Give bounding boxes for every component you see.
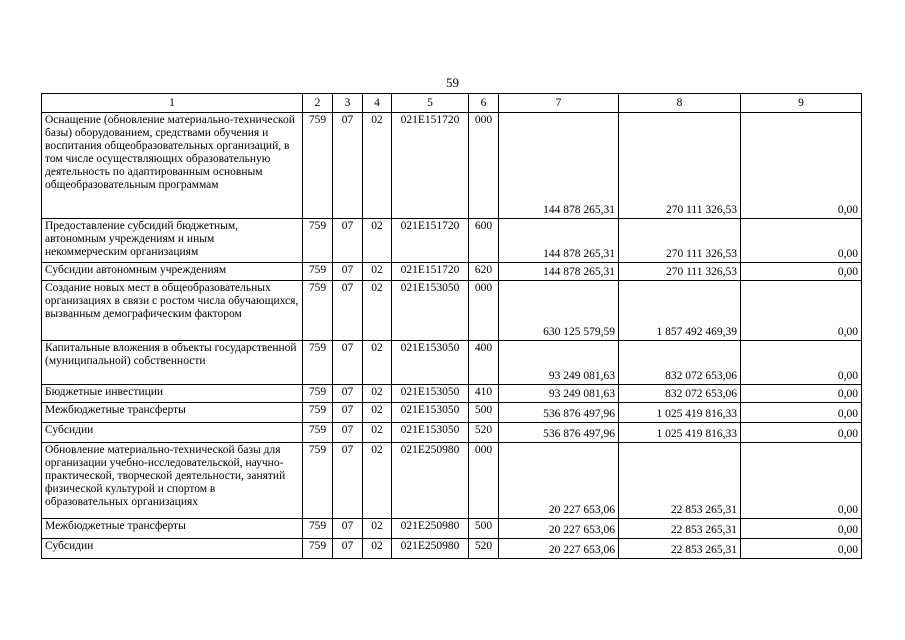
row-amount-9: 0,00 bbox=[741, 219, 862, 263]
row-amount-8: 832 072 653,06 bbox=[619, 385, 741, 403]
col-header-9: 9 bbox=[741, 94, 862, 113]
row-target-code: 021Е153050 bbox=[392, 385, 469, 403]
row-target-code: 021Е151720 bbox=[392, 263, 469, 281]
row-name: Субсидии bbox=[42, 539, 303, 559]
row-subsection: 02 bbox=[363, 423, 392, 443]
row-subsection: 02 bbox=[363, 219, 392, 263]
row-subsection: 02 bbox=[363, 519, 392, 539]
col-header-1: 1 bbox=[42, 94, 303, 113]
row-amount-8: 270 111 326,53 bbox=[619, 113, 741, 219]
row-amount-8: 22 853 265,31 bbox=[619, 519, 741, 539]
row-amount-8: 1 857 492 469,39 bbox=[619, 281, 741, 341]
row-target-code: 021Е250980 bbox=[392, 539, 469, 559]
row-target-code: 021Е153050 bbox=[392, 281, 469, 341]
row-subsection: 02 bbox=[363, 341, 392, 385]
row-section: 07 bbox=[333, 219, 363, 263]
row-section: 07 bbox=[333, 263, 363, 281]
row-amount-9: 0,00 bbox=[741, 113, 862, 219]
row-amount-7: 536 876 497,96 bbox=[499, 423, 619, 443]
row-ministry: 759 bbox=[303, 539, 333, 559]
row-amount-8: 270 111 326,53 bbox=[619, 219, 741, 263]
row-amount-7: 93 249 081,63 bbox=[499, 341, 619, 385]
row-subsection: 02 bbox=[363, 539, 392, 559]
row-expense-type: 520 bbox=[469, 539, 499, 559]
row-subsection: 02 bbox=[363, 385, 392, 403]
row-name: Межбюджетные трансферты bbox=[42, 403, 303, 423]
row-subsection: 02 bbox=[363, 113, 392, 219]
row-name: Создание новых мест в общеобразовательных организациях в связи с ростом числа обучающихся, вызванным демографическим фактором bbox=[42, 281, 303, 341]
col-header-6: 6 bbox=[469, 94, 499, 113]
row-ministry: 759 bbox=[303, 385, 333, 403]
row-amount-7: 144 878 265,31 bbox=[499, 113, 619, 219]
table-row bbox=[42, 219, 862, 263]
row-amount-8: 1 025 419 816,33 bbox=[619, 423, 741, 443]
row-ministry: 759 bbox=[303, 443, 333, 519]
row-amount-9: 0,00 bbox=[741, 423, 862, 443]
row-amount-9: 0,00 bbox=[741, 341, 862, 385]
row-ministry: 759 bbox=[303, 341, 333, 385]
table-row bbox=[42, 113, 862, 219]
row-section: 07 bbox=[333, 281, 363, 341]
row-name: Субсидии bbox=[42, 423, 303, 443]
row-amount-9: 0,00 bbox=[741, 385, 862, 403]
row-amount-7: 93 249 081,63 bbox=[499, 385, 619, 403]
row-expense-type: 400 bbox=[469, 341, 499, 385]
table-row bbox=[42, 519, 862, 539]
row-target-code: 021Е151720 bbox=[392, 113, 469, 219]
row-subsection: 02 bbox=[363, 443, 392, 519]
row-ministry: 759 bbox=[303, 219, 333, 263]
row-ministry: 759 bbox=[303, 519, 333, 539]
row-amount-8: 22 853 265,31 bbox=[619, 443, 741, 519]
col-header-2: 2 bbox=[303, 94, 333, 113]
row-subsection: 02 bbox=[363, 403, 392, 423]
row-name: Субсидии автономным учреждениям bbox=[42, 263, 303, 281]
row-ministry: 759 bbox=[303, 113, 333, 219]
row-amount-9: 0,00 bbox=[741, 519, 862, 539]
row-subsection: 02 bbox=[363, 281, 392, 341]
row-ministry: 759 bbox=[303, 423, 333, 443]
row-expense-type: 500 bbox=[469, 403, 499, 423]
row-expense-type: 000 bbox=[469, 281, 499, 341]
row-amount-9: 0,00 bbox=[741, 403, 862, 423]
row-target-code: 021Е250980 bbox=[392, 519, 469, 539]
row-target-code: 021Е153050 bbox=[392, 341, 469, 385]
row-section: 07 bbox=[333, 539, 363, 559]
row-ministry: 759 bbox=[303, 403, 333, 423]
row-amount-8: 270 111 326,53 bbox=[619, 263, 741, 281]
row-section: 07 bbox=[333, 341, 363, 385]
table-row bbox=[42, 539, 862, 559]
row-section: 07 bbox=[333, 113, 363, 219]
row-name: Обновление материально-технической базы для организации учебно-исследовательской, научно-практической, творческой деятельности, занятий физической культурой и спортом в образовательных организациях bbox=[42, 443, 303, 519]
row-name: Межбюджетные трансферты bbox=[42, 519, 303, 539]
row-subsection: 02 bbox=[363, 263, 392, 281]
row-name: Оснащение (обновление материально-технической базы) оборудованием, средствами обучения и воспитания общеобразовательных организаций, в том числе осуществляющих образовательную деятельность по адаптированным основным общеобразовательным программам bbox=[42, 113, 303, 219]
table-row bbox=[42, 423, 862, 443]
row-amount-9: 0,00 bbox=[741, 539, 862, 559]
row-expense-type: 500 bbox=[469, 519, 499, 539]
col-header-5: 5 bbox=[392, 94, 469, 113]
col-header-3: 3 bbox=[333, 94, 363, 113]
row-name: Предоставление субсидий бюджетным, автономным учреждениям и иным некоммерческим организациям bbox=[42, 219, 303, 263]
row-amount-7: 20 227 653,06 bbox=[499, 519, 619, 539]
col-header-7: 7 bbox=[499, 94, 619, 113]
row-section: 07 bbox=[333, 443, 363, 519]
row-amount-8: 832 072 653,06 bbox=[619, 341, 741, 385]
row-ministry: 759 bbox=[303, 263, 333, 281]
col-header-4: 4 bbox=[363, 94, 392, 113]
table-row bbox=[42, 281, 862, 341]
row-expense-type: 000 bbox=[469, 113, 499, 219]
table-row bbox=[42, 403, 862, 423]
row-expense-type: 520 bbox=[469, 423, 499, 443]
row-expense-type: 410 bbox=[469, 385, 499, 403]
row-amount-9: 0,00 bbox=[741, 263, 862, 281]
row-section: 07 bbox=[333, 519, 363, 539]
budget-table bbox=[41, 93, 862, 559]
table-row bbox=[42, 341, 862, 385]
table-row bbox=[42, 443, 862, 519]
row-expense-type: 620 bbox=[469, 263, 499, 281]
row-amount-7: 144 878 265,31 bbox=[499, 263, 619, 281]
row-amount-7: 20 227 653,06 bbox=[499, 443, 619, 519]
col-header-8: 8 bbox=[619, 94, 741, 113]
row-amount-7: 20 227 653,06 bbox=[499, 539, 619, 559]
row-target-code: 021Е153050 bbox=[392, 423, 469, 443]
row-section: 07 bbox=[333, 385, 363, 403]
row-section: 07 bbox=[333, 423, 363, 443]
row-amount-9: 0,00 bbox=[741, 443, 862, 519]
row-name: Капитальные вложения в объекты государственной (муниципальной) собственности bbox=[42, 341, 303, 385]
row-amount-7: 144 878 265,31 bbox=[499, 219, 619, 263]
row-amount-8: 22 853 265,31 bbox=[619, 539, 741, 559]
row-target-code: 021Е151720 bbox=[392, 219, 469, 263]
table-row bbox=[42, 385, 862, 403]
row-amount-7: 536 876 497,96 bbox=[499, 403, 619, 423]
row-name: Бюджетные инвестиции bbox=[42, 385, 303, 403]
table-row bbox=[42, 263, 862, 281]
row-section: 07 bbox=[333, 403, 363, 423]
row-target-code: 021Е153050 bbox=[392, 403, 469, 423]
row-amount-8: 1 025 419 816,33 bbox=[619, 403, 741, 423]
row-expense-type: 000 bbox=[469, 443, 499, 519]
row-expense-type: 600 bbox=[469, 219, 499, 263]
header-row bbox=[42, 94, 862, 113]
page-number: 59 bbox=[446, 75, 459, 90]
row-target-code: 021Е250980 bbox=[392, 443, 469, 519]
row-amount-9: 0,00 bbox=[741, 281, 862, 341]
row-ministry: 759 bbox=[303, 281, 333, 341]
row-amount-7: 630 125 579,59 bbox=[499, 281, 619, 341]
